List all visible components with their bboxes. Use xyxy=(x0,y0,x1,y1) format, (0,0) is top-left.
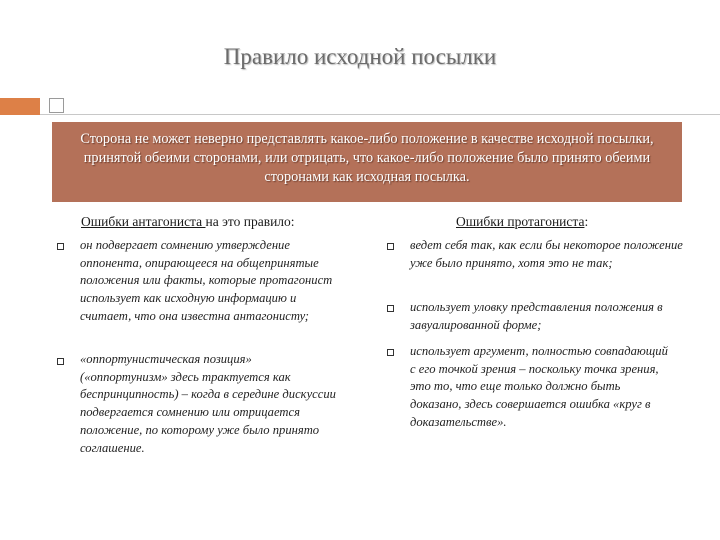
right-list-item: использует аргумент, полностью совпадающий с его точкой зрения – поскольку точка зрения, это то, что еще только должно быть доказано, здесь совершается ошибка «круг в доказательстве». xyxy=(410,344,668,429)
right-column-header-rest: : xyxy=(584,214,589,229)
right-column-header-underlined: Ошибки протагониста xyxy=(456,214,585,229)
rule-definition-box xyxy=(52,122,682,202)
bullet-square-icon xyxy=(57,358,64,365)
decorative-square xyxy=(49,98,64,113)
decorative-divider-line xyxy=(40,114,720,115)
left-column-header-underlined: Ошибки антагониста xyxy=(81,214,206,229)
left-column-header-rest: на это правило: xyxy=(205,214,295,229)
decorative-accent-bar xyxy=(0,98,40,115)
bullet-square-icon xyxy=(387,243,394,250)
right-column-header xyxy=(456,214,588,230)
bullet-square-icon xyxy=(57,243,64,250)
bullet-square-icon xyxy=(387,349,394,356)
right-list-item: использует уловку представления положения в завуалированной форме; xyxy=(410,300,663,332)
slide-title: Правило исходной посылки xyxy=(223,44,497,69)
right-list-item: ведет себя так, как если бы некоторое положение уже было принято, хотя это не так; xyxy=(410,238,683,270)
left-column-header xyxy=(81,214,295,230)
left-list-item: «оппортунистическая позиция» («оппортунизм» здесь трактуется как беспринципность) – когда в середине дискуссии подвергается сомнению или отрицается положение, по которому уже было принято соглашение. xyxy=(80,352,336,455)
bullet-square-icon xyxy=(387,305,394,312)
rule-definition-text: Сторона не может неверно представлять какое-либо положение в качестве исходной посылки, принятой обеими сторонами, или отрицать, что какое-либо положение было принято обеими сторонами как исходная посылка. xyxy=(80,131,654,185)
left-list-item: он подвергает сомнению утверждение оппонента, опирающееся на общепринятые положения или факты, которые протагонист использует как исходную информацию и считает, что она известна антагонисту; xyxy=(80,238,333,323)
